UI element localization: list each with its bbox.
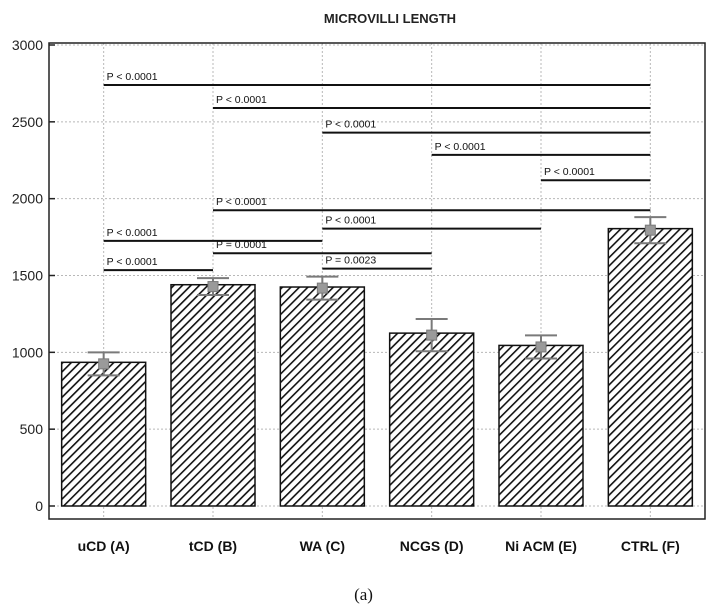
bar [62, 362, 146, 506]
bar [171, 285, 255, 506]
bar [608, 229, 692, 506]
significance-label: P < 0.0001 [106, 226, 158, 239]
significance-label: P < 0.0001 [434, 140, 486, 153]
y-tick-label: 0 [35, 498, 43, 514]
significance-label: P = 0.0023 [325, 254, 377, 267]
x-tick-label: tCD (B) [188, 538, 238, 554]
y-tick-label: 3000 [11, 37, 43, 53]
figure-caption: (a) [354, 585, 373, 604]
mean-marker [536, 342, 546, 352]
mean-marker [645, 225, 655, 235]
mean-marker [317, 283, 327, 293]
significance-label: P < 0.0001 [216, 196, 267, 209]
y-tick-label: 2000 [11, 190, 43, 207]
x-tick-label: NCGS (D) [399, 538, 464, 554]
plot-frame [49, 43, 705, 519]
significance-label: P = 0.0001 [216, 239, 267, 252]
significance-label: P < 0.0001 [325, 214, 377, 227]
significance-label: P < 0.0001 [216, 94, 267, 107]
bar [280, 287, 364, 506]
y-tick-label: 1000 [11, 344, 43, 361]
mean-marker [427, 330, 437, 340]
significance-label: P < 0.0001 [325, 118, 377, 131]
x-tick-label: uCD (A) [77, 538, 130, 554]
chart-title: MICROVILLI LENGTH [323, 11, 457, 26]
y-tick-label: 500 [19, 421, 43, 438]
significance-label: P < 0.0001 [544, 166, 595, 179]
x-tick-label: WA (C) [299, 538, 346, 554]
bar [499, 345, 583, 506]
mean-marker [99, 359, 109, 369]
mean-marker [208, 282, 218, 292]
significance-label: P < 0.0001 [106, 70, 158, 83]
x-tick-label: Ni ACM (E) [505, 538, 577, 554]
x-tick-label: CTRL (F) [620, 538, 680, 554]
y-tick-label: 2500 [11, 113, 43, 130]
significance-label: P < 0.0001 [106, 256, 158, 269]
bar [390, 333, 474, 506]
y-tick-label: 1500 [11, 267, 43, 284]
